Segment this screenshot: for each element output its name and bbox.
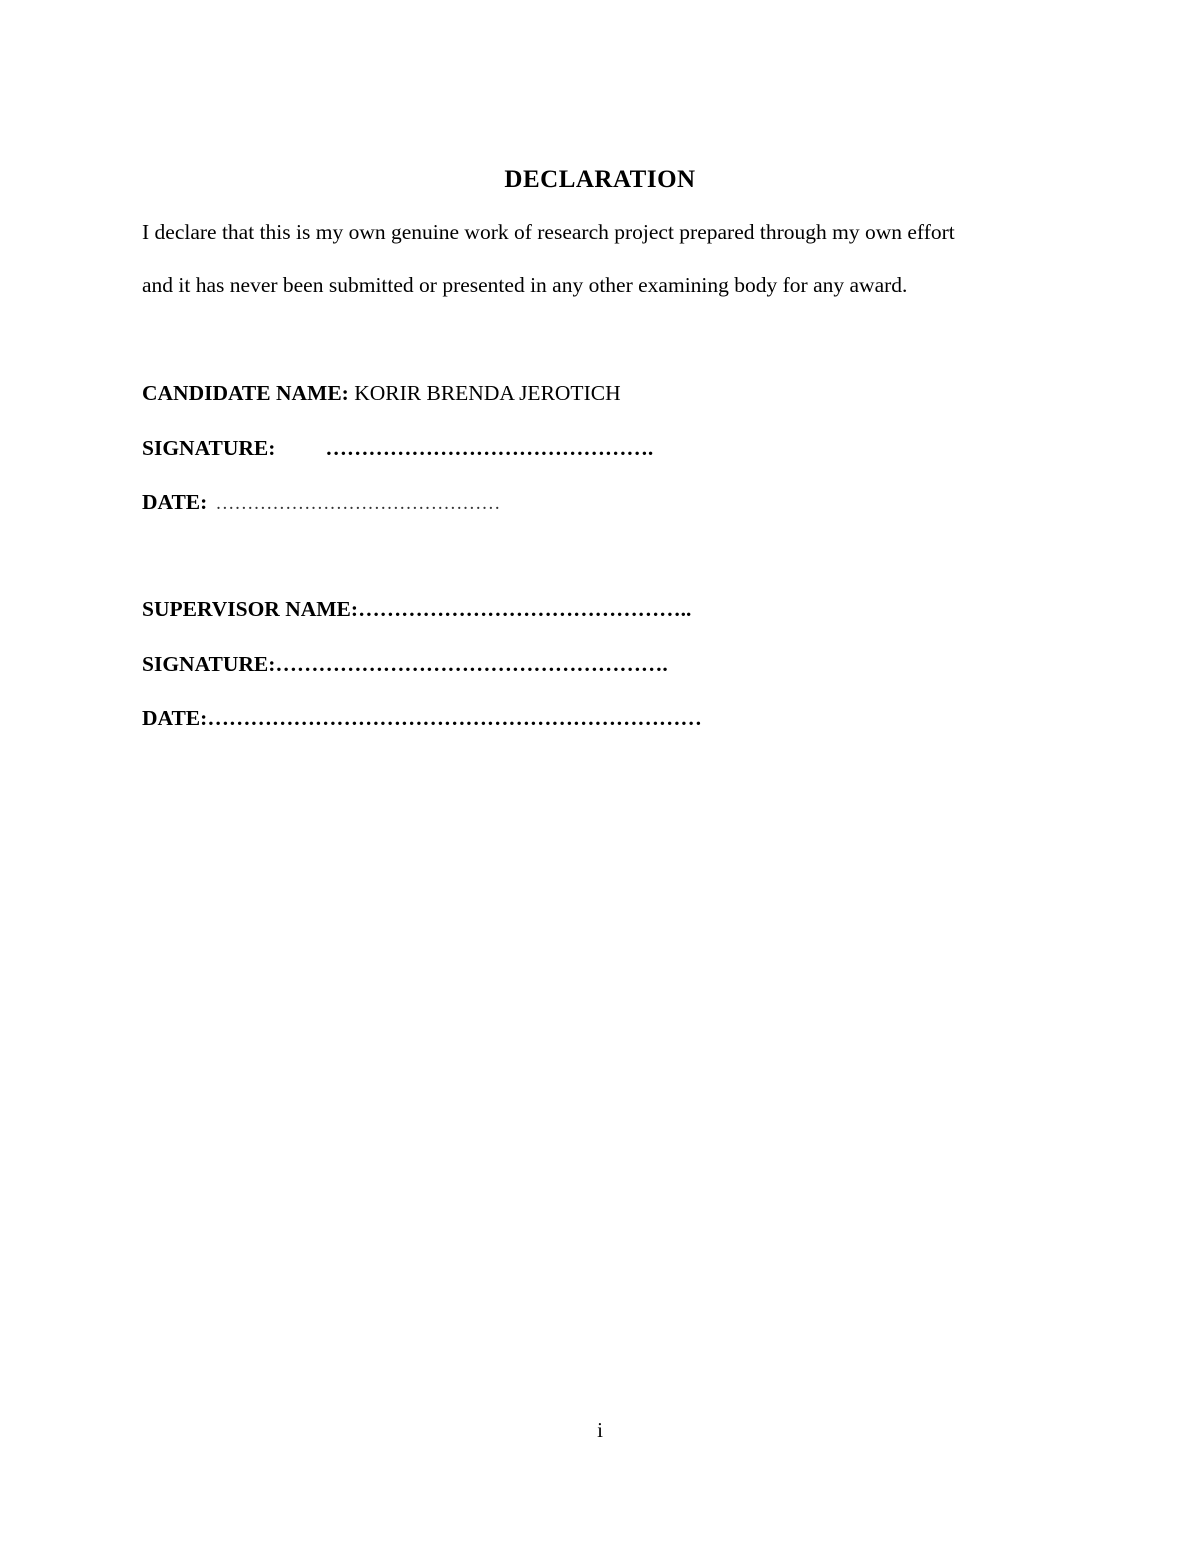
candidate-name-field: [142, 381, 621, 406]
candidate-name-label: CANDIDATE NAME:: [142, 381, 349, 405]
supervisor-name-line: ………………………………………..: [358, 597, 692, 621]
candidate-date-line: ………………………………………: [215, 493, 501, 514]
supervisor-date-field: [142, 706, 702, 731]
candidate-name-value: KORIR BRENDA JEROTICH: [354, 381, 621, 405]
candidate-date-label: DATE:: [142, 490, 208, 514]
candidate-signature-field: [142, 436, 653, 461]
page-number: i: [597, 1418, 603, 1442]
candidate-signature-line: ……………………………………….: [325, 436, 654, 460]
declaration-text-line-1: I declare that this is my own genuine work of research project prepared through my own effort: [142, 220, 955, 244]
supervisor-signature-line: ……………………………………………….: [275, 652, 668, 676]
supervisor-name-field: [142, 597, 691, 622]
supervisor-date-line: ……………………………………………………………: [207, 706, 702, 730]
declaration-title: DECLARATION: [504, 166, 696, 193]
supervisor-signature-label: SIGNATURE:: [142, 652, 276, 676]
supervisor-date-label: DATE:: [142, 706, 208, 730]
candidate-signature-label: SIGNATURE:: [142, 436, 276, 460]
declaration-text-line-2: and it has never been submitted or presented in any other examining body for any award.: [142, 273, 908, 297]
supervisor-signature-field: [142, 652, 668, 677]
supervisor-name-label: SUPERVISOR NAME:: [142, 597, 359, 621]
candidate-date-field: [142, 490, 500, 515]
